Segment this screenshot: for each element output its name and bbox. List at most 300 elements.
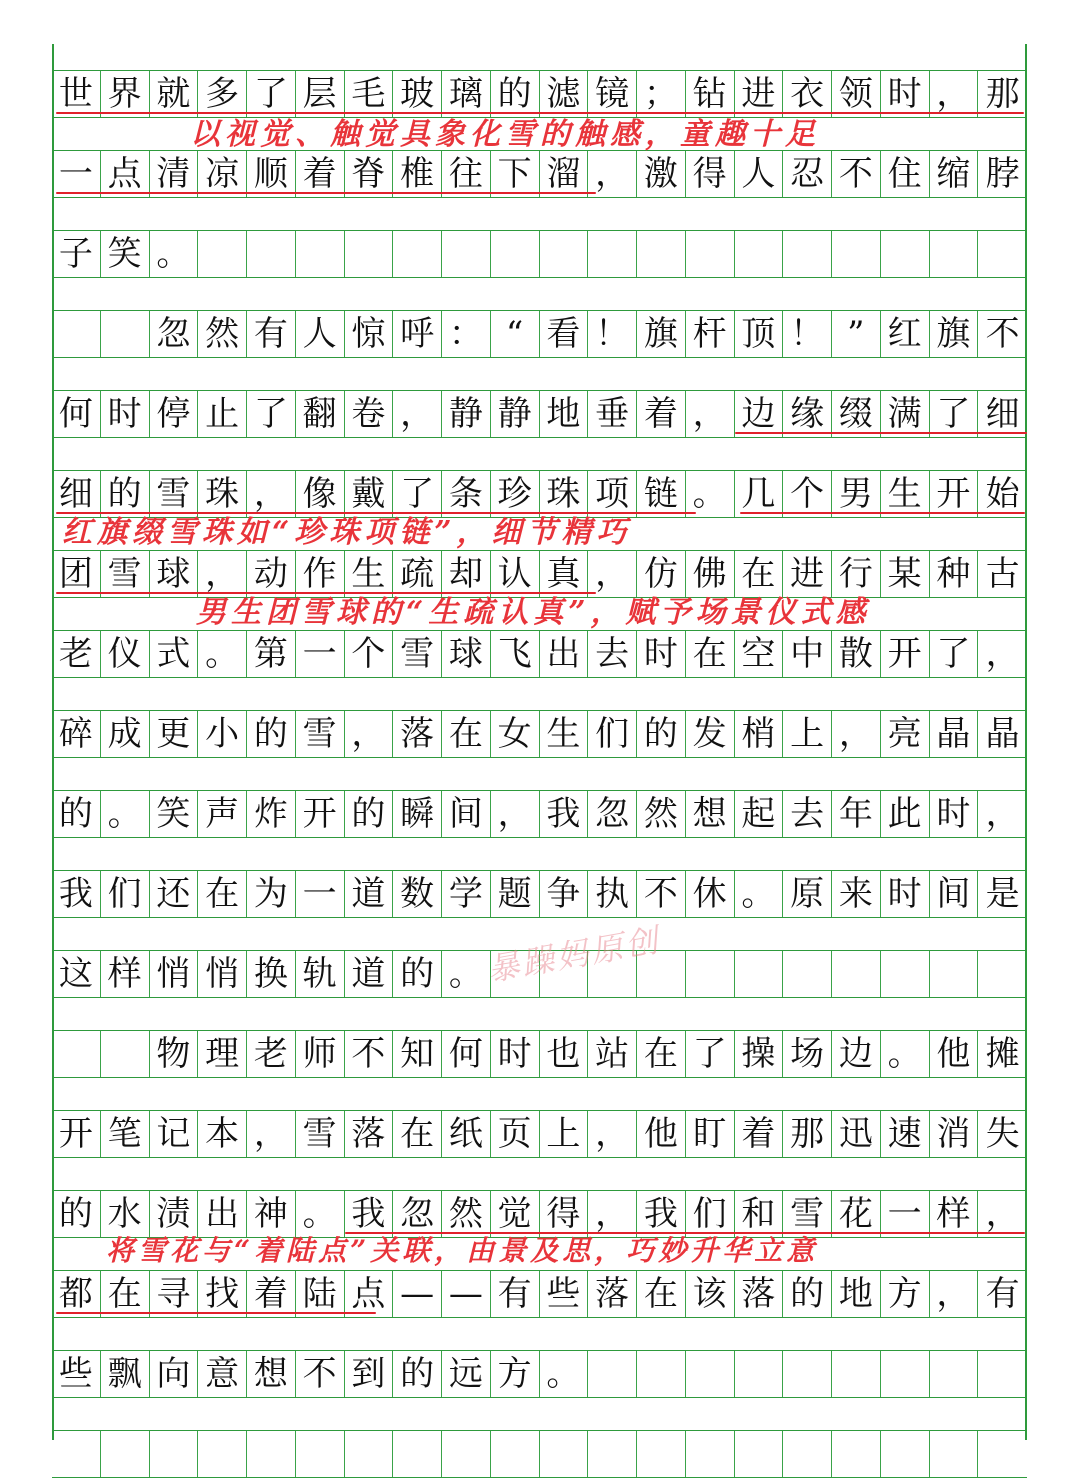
- grid-cell: 时: [881, 71, 930, 117]
- grid-cell: 领: [832, 71, 881, 117]
- grid-cell: [345, 1431, 394, 1477]
- grid-cell: 上: [783, 711, 832, 757]
- grid-cell: [588, 1431, 637, 1477]
- grid-cell: 生: [345, 551, 394, 597]
- grid-cell: ，: [588, 151, 637, 197]
- grid-cell: 忽: [150, 311, 199, 357]
- grid-cell: 的: [393, 951, 442, 997]
- grid-cell: 。: [296, 1191, 345, 1237]
- grid-cell: 然: [198, 311, 247, 357]
- grid-cell: 认: [491, 551, 540, 597]
- grid-cell: 旗: [637, 311, 686, 357]
- grid-cell: 瞬: [393, 791, 442, 837]
- grid-cell: 缀: [832, 391, 881, 437]
- grid-cell: 们: [101, 871, 150, 917]
- grid-cell: 年: [832, 791, 881, 837]
- grid-cell: 种: [930, 551, 979, 597]
- grid-cell: 满: [881, 391, 930, 437]
- grid-cell: 水: [101, 1191, 150, 1237]
- grid-cell: 点: [345, 1271, 394, 1317]
- grid-cell: 他: [930, 1031, 979, 1077]
- grid-cell: ，: [985, 1194, 1020, 1234]
- annotation-note-3: 男生团雪球的“生疏认真”，赋予场景仪式感: [196, 595, 871, 630]
- grid-cell: 开: [52, 1111, 101, 1157]
- grid-cell: 呼: [393, 311, 442, 357]
- grid-cell: 顺: [247, 151, 296, 197]
- grid-cell: 古: [985, 554, 1020, 594]
- grid-cell: 神: [247, 1191, 296, 1237]
- grid-cell: 个: [783, 471, 832, 517]
- grid-cell: 也: [540, 1031, 589, 1077]
- grid-cell: —: [393, 1271, 442, 1317]
- grid-cell: 空: [735, 631, 784, 677]
- grid-cell: [296, 1431, 345, 1477]
- grid-cell: [735, 951, 784, 997]
- grid-cell: 执: [588, 871, 637, 917]
- grid-cell: 晶: [930, 711, 979, 757]
- grid-cell: 缘: [783, 391, 832, 437]
- grid-cell: 还: [150, 871, 199, 917]
- grid-cell: 起: [735, 791, 784, 837]
- grid-cell: 着: [296, 151, 345, 197]
- grid-cell: ，: [588, 1111, 637, 1157]
- grid-cell: 换: [247, 951, 296, 997]
- grid-cell: 道: [345, 951, 394, 997]
- grid-cell: 。: [540, 1351, 589, 1397]
- grid-cell: 佛: [686, 551, 735, 597]
- grid-cell: 椎: [393, 151, 442, 197]
- grid-cell: 一: [296, 871, 345, 917]
- grid-cell: 笔: [101, 1111, 150, 1157]
- grid-cell: 陆: [296, 1271, 345, 1317]
- grid-cell: ，: [588, 551, 637, 597]
- grid-cell: 在: [637, 1031, 686, 1077]
- grid-cell: [686, 231, 735, 277]
- grid-cell: 点: [101, 151, 150, 197]
- grid-cell: 翻: [296, 391, 345, 437]
- grid-line-row: [52, 1190, 1027, 1238]
- grid-cell: 细: [52, 471, 101, 517]
- grid-cell: [540, 1431, 589, 1477]
- grid-cell: 有: [247, 311, 296, 357]
- grid-cell: 落: [393, 711, 442, 757]
- grid-cell: 。: [150, 231, 199, 277]
- grid-cell: 珠: [540, 471, 589, 517]
- grid-cell: 个: [345, 631, 394, 677]
- grid-cell: 在: [442, 711, 491, 757]
- grid-cell: 边: [832, 1031, 881, 1077]
- grid-cell: 来: [832, 871, 881, 917]
- grid-cell: 忽: [588, 791, 637, 837]
- grid-cell: 悄: [198, 951, 247, 997]
- grid-cell: [198, 231, 247, 277]
- grid-cell: ，: [985, 634, 1020, 674]
- underline-1a: [56, 112, 1024, 114]
- underline-2b: [56, 512, 696, 514]
- grid-cell: 页: [491, 1111, 540, 1157]
- grid-cell: [588, 231, 637, 277]
- underline-2a: [735, 432, 1027, 434]
- grid-cell: 子: [52, 231, 101, 277]
- grid-cell: ，: [491, 791, 540, 837]
- grid-cell: 理: [198, 1031, 247, 1077]
- grid-cell: 记: [150, 1111, 199, 1157]
- grid-cell: 纸: [442, 1111, 491, 1157]
- grid-cell: 的: [393, 1351, 442, 1397]
- grid-cell: 悄: [150, 951, 199, 997]
- grid-cell: 人: [735, 151, 784, 197]
- grid-cell: 雪: [150, 471, 199, 517]
- grid-cell: [832, 231, 881, 277]
- grid-cell: 中: [783, 631, 832, 677]
- grid-cell: [637, 1351, 686, 1397]
- grid-cell: 发: [686, 711, 735, 757]
- grid-line-row: [52, 790, 1027, 838]
- grid-cell: 开: [930, 471, 979, 517]
- grid-line-row: [52, 550, 1027, 598]
- grid-cell: 像: [296, 471, 345, 517]
- grid-cell: 为: [247, 871, 296, 917]
- grid-cell: 成: [101, 711, 150, 757]
- grid-cell: 一: [881, 1191, 930, 1237]
- grid-cell: 静: [491, 391, 540, 437]
- grid-cell: 开: [881, 631, 930, 677]
- grid-cell: 本: [198, 1111, 247, 1157]
- grid-cell: 上: [540, 1111, 589, 1157]
- grid-cell: 忽: [393, 1191, 442, 1237]
- grid-cell: 界: [101, 71, 150, 117]
- grid-cell: [150, 1431, 199, 1477]
- grid-cell: ，: [393, 391, 442, 437]
- grid-cell: 的: [491, 71, 540, 117]
- grid-cell: 落: [588, 1271, 637, 1317]
- grid-cell: [930, 231, 979, 277]
- grid-cell: 看: [540, 311, 589, 357]
- grid-cell: 世: [52, 71, 101, 117]
- grid-cell: 在: [198, 871, 247, 917]
- grid-cell: 场: [783, 1031, 832, 1077]
- grid-cell: 我: [540, 791, 589, 837]
- grid-cell: 男: [832, 471, 881, 517]
- grid-cell: 进: [735, 71, 784, 117]
- grid-cell: ！: [588, 311, 637, 357]
- grid-cell: 飞: [491, 631, 540, 677]
- grid-cell: [101, 1431, 150, 1477]
- grid-cell: 了: [393, 471, 442, 517]
- grid-cell: 飘: [101, 1351, 150, 1397]
- grid-line-row: [52, 1030, 1027, 1078]
- grid-cell: 些: [52, 1351, 101, 1397]
- grid-cell: 声: [198, 791, 247, 837]
- grid-cell: [686, 1431, 735, 1477]
- grid-cell: [978, 951, 1027, 997]
- grid-cell: [783, 951, 832, 997]
- grid-cell: 的: [52, 1191, 101, 1237]
- grid-cell: 盯: [686, 1111, 735, 1157]
- grid-cell: 雪: [296, 711, 345, 757]
- grid-cell: 那: [783, 1111, 832, 1157]
- grid-cell: 凉: [198, 151, 247, 197]
- grid-cell: —: [442, 1271, 491, 1317]
- grid-cell: 雪: [393, 631, 442, 677]
- grid-cell: 钻: [686, 71, 735, 117]
- grid-cell: 梢: [735, 711, 784, 757]
- grid-cell: [247, 1431, 296, 1477]
- grid-cell: 些: [540, 1271, 589, 1317]
- underline-3: [56, 592, 596, 594]
- grid-cell: 多: [198, 71, 247, 117]
- grid-line-row: [52, 230, 1027, 278]
- grid-cell: [930, 1431, 979, 1477]
- grid-cell: 滤: [540, 71, 589, 117]
- grid-cell: 几: [735, 471, 784, 517]
- grid-cell: 着: [735, 1111, 784, 1157]
- grid-cell: 止: [198, 391, 247, 437]
- grid-cell: 摊: [985, 1034, 1020, 1074]
- grid-cell: ，: [247, 1111, 296, 1157]
- grid-cell: 杆: [686, 311, 735, 357]
- grid-cell: 了: [247, 71, 296, 117]
- grid-cell: 想: [686, 791, 735, 837]
- grid-cell: 笑: [150, 791, 199, 837]
- grid-cell: 觉: [491, 1191, 540, 1237]
- grid-cell: 这: [52, 951, 101, 997]
- grid-cell: 疏: [393, 551, 442, 597]
- grid-cell: [52, 1431, 101, 1477]
- grid-cell: 清: [150, 151, 199, 197]
- grid-cell: [832, 1431, 881, 1477]
- grid-cell: [735, 1351, 784, 1397]
- grid-cell: [832, 951, 881, 997]
- grid-cell: 行: [832, 551, 881, 597]
- grid-line-row: [52, 630, 1027, 678]
- grid-cell: ：: [442, 311, 491, 357]
- grid-cell: 在: [637, 1271, 686, 1317]
- grid-cell: 时: [491, 1031, 540, 1077]
- grid-cell: 就: [150, 71, 199, 117]
- grid-cell: 在: [735, 551, 784, 597]
- grid-cell: 顶: [735, 311, 784, 357]
- grid-cell: 层: [296, 71, 345, 117]
- grid-cell: 我: [52, 871, 101, 917]
- grid-cell: 争: [540, 871, 589, 917]
- grid-cell: 物: [150, 1031, 199, 1077]
- grid-cell: 。: [881, 1031, 930, 1077]
- grid-cell: 作: [296, 551, 345, 597]
- grid-cell: 想: [247, 1351, 296, 1397]
- grid-cell: 落: [345, 1111, 394, 1157]
- grid-cell: ，: [198, 551, 247, 597]
- grid-cell: 的: [101, 471, 150, 517]
- grid-cell: 去: [783, 791, 832, 837]
- grid-cell: 更: [150, 711, 199, 757]
- grid-cell: 何: [442, 1031, 491, 1077]
- grid-cell: 旗: [930, 311, 979, 357]
- grid-cell: 迅: [832, 1111, 881, 1157]
- grid-cell: 一: [296, 631, 345, 677]
- grid-cell: [783, 231, 832, 277]
- grid-cell: 意: [198, 1351, 247, 1397]
- grid-cell: 是: [985, 874, 1020, 914]
- grid-cell: [198, 1431, 247, 1477]
- grid-line-row: [52, 470, 1027, 518]
- grid-cell: [881, 231, 930, 277]
- grid-cell: [881, 1351, 930, 1397]
- grid-cell: [686, 951, 735, 997]
- grid-cell: 团: [52, 551, 101, 597]
- grid-cell: ！: [783, 311, 832, 357]
- grid-cell: 的: [637, 711, 686, 757]
- grid-cell: [637, 231, 686, 277]
- grid-cell: 都: [52, 1271, 101, 1317]
- grid-cell: 溜: [540, 151, 589, 197]
- grid-cell: 消: [930, 1111, 979, 1157]
- grid-cell: 着: [637, 391, 686, 437]
- annotation-note-4: 将雪花与“着陆点”关联，由景及思，巧妙升华立意: [106, 1234, 819, 1267]
- grid-cell: [783, 1351, 832, 1397]
- grid-cell: ”: [832, 311, 881, 357]
- grid-cell: 散: [832, 631, 881, 677]
- grid-cell: 。: [442, 951, 491, 997]
- grid-cell: 时: [101, 391, 150, 437]
- grid-cell: [393, 1431, 442, 1477]
- grid-cell: 开: [296, 791, 345, 837]
- grid-cell: 细: [985, 394, 1020, 434]
- grid-cell: 那: [985, 74, 1020, 114]
- grid-cell: 镜: [588, 71, 637, 117]
- grid-cell: 。: [198, 631, 247, 677]
- grid-cell: 休: [686, 871, 735, 917]
- grid-cell: 了: [247, 391, 296, 437]
- grid-cell: 静: [442, 391, 491, 437]
- grid-line-row: [52, 1430, 1027, 1478]
- grid-cell: 式: [150, 631, 199, 677]
- grid-cell: 样: [101, 951, 150, 997]
- grid-cell: 落: [735, 1271, 784, 1317]
- grid-line-row: [52, 1110, 1027, 1158]
- grid-cell: 向: [150, 1351, 199, 1397]
- grid-cell: 然: [442, 1191, 491, 1237]
- grid-cell: 失: [985, 1114, 1020, 1154]
- grid-cell: 璃: [442, 71, 491, 117]
- underline-4b: [56, 1312, 376, 1314]
- grid-cell: 笑: [101, 231, 150, 277]
- grid-cell: 老: [52, 631, 101, 677]
- grid-cell: 衣: [783, 71, 832, 117]
- grid-cell: [588, 1351, 637, 1397]
- grid-cell: 轨: [296, 951, 345, 997]
- grid-cell: 雪: [101, 551, 150, 597]
- grid-cell: 有: [985, 1274, 1020, 1314]
- grid-cell: 出: [198, 1191, 247, 1237]
- grid-cell: 的: [783, 1271, 832, 1317]
- grid-cell: 脖: [985, 154, 1020, 194]
- grid-cell: 某: [881, 551, 930, 597]
- grid-cell: 地: [832, 1271, 881, 1317]
- grid-cell: 远: [442, 1351, 491, 1397]
- grid-cell: 知: [393, 1031, 442, 1077]
- grid-cell: ，: [686, 391, 735, 437]
- grid-cell: [637, 1431, 686, 1477]
- grid-cell: 此: [881, 791, 930, 837]
- watermark-text: 暴躁妈原创: [484, 921, 664, 989]
- grid-cell: 进: [783, 551, 832, 597]
- grid-cell: 了: [686, 1031, 735, 1077]
- grid-cell: [881, 1431, 930, 1477]
- grid-cell: 真: [540, 551, 589, 597]
- grid-cell: ，: [247, 471, 296, 517]
- grid-cell: 碎: [52, 711, 101, 757]
- grid-cell: 项: [588, 471, 637, 517]
- grid-cell: 地: [540, 391, 589, 437]
- grid-cell: 。: [686, 471, 735, 517]
- grid-cell: 在: [686, 631, 735, 677]
- grid-cell: 仪: [101, 631, 150, 677]
- grid-cell: 亮: [881, 711, 930, 757]
- grid-cell: “: [491, 311, 540, 357]
- grid-cell: [52, 311, 101, 357]
- grid-cell: 老: [247, 1031, 296, 1077]
- grid-cell: 第: [247, 631, 296, 677]
- grid-cell: [540, 231, 589, 277]
- annotation-note-2: 红旗缀雪珠如“珍珠项链”，细节精巧: [62, 515, 632, 550]
- grid-cell: 脊: [345, 151, 394, 197]
- grid-cell: 的: [345, 791, 394, 837]
- grid-cell: [101, 1031, 150, 1077]
- grid-cell: 们: [588, 711, 637, 757]
- grid-cell: 他: [637, 1111, 686, 1157]
- grid-cell: 停: [150, 391, 199, 437]
- grid-cell: 师: [296, 1031, 345, 1077]
- grid-cell: 学: [442, 871, 491, 917]
- grid-cell: 人: [296, 311, 345, 357]
- grid-cell: [491, 1431, 540, 1477]
- grid-line-row: [52, 310, 1027, 358]
- grid-cell: 晶: [985, 714, 1020, 754]
- grid-cell: [296, 231, 345, 277]
- grid-cell: 找: [198, 1271, 247, 1317]
- grid-line-row: [52, 710, 1027, 758]
- grid-cell: 了: [930, 631, 979, 677]
- grid-cell: 站: [588, 1031, 637, 1077]
- grid-cell: 忍: [783, 151, 832, 197]
- grid-cell: [735, 231, 784, 277]
- grid-cell: ；: [637, 71, 686, 117]
- grid-cell: [832, 1351, 881, 1397]
- grid-cell: 得: [540, 1191, 589, 1237]
- grid-cell: [442, 1431, 491, 1477]
- grid-cell: [393, 231, 442, 277]
- grid-cell: ，: [588, 1191, 637, 1237]
- grid-cell: 速: [881, 1111, 930, 1157]
- grid-cell: [783, 1431, 832, 1477]
- grid-cell: 球: [150, 551, 199, 597]
- grid-cell: 操: [735, 1031, 784, 1077]
- annotation-note-1: 以视觉、触觉具象化雪的触感，童趣十足: [190, 117, 820, 152]
- grid-cell: 和: [735, 1191, 784, 1237]
- grid-cell: [930, 951, 979, 997]
- grid-cell: 生: [881, 471, 930, 517]
- grid-cell: [930, 1351, 979, 1397]
- grid-cell: 红: [881, 311, 930, 357]
- grid-cell: 间: [930, 871, 979, 917]
- grid-cell: 不: [832, 151, 881, 197]
- grid-cell: 有: [491, 1271, 540, 1317]
- grid-cell: 得: [686, 151, 735, 197]
- grid-cell: 珍: [491, 471, 540, 517]
- grid-cell: 出: [540, 631, 589, 677]
- grid-cell: 珠: [198, 471, 247, 517]
